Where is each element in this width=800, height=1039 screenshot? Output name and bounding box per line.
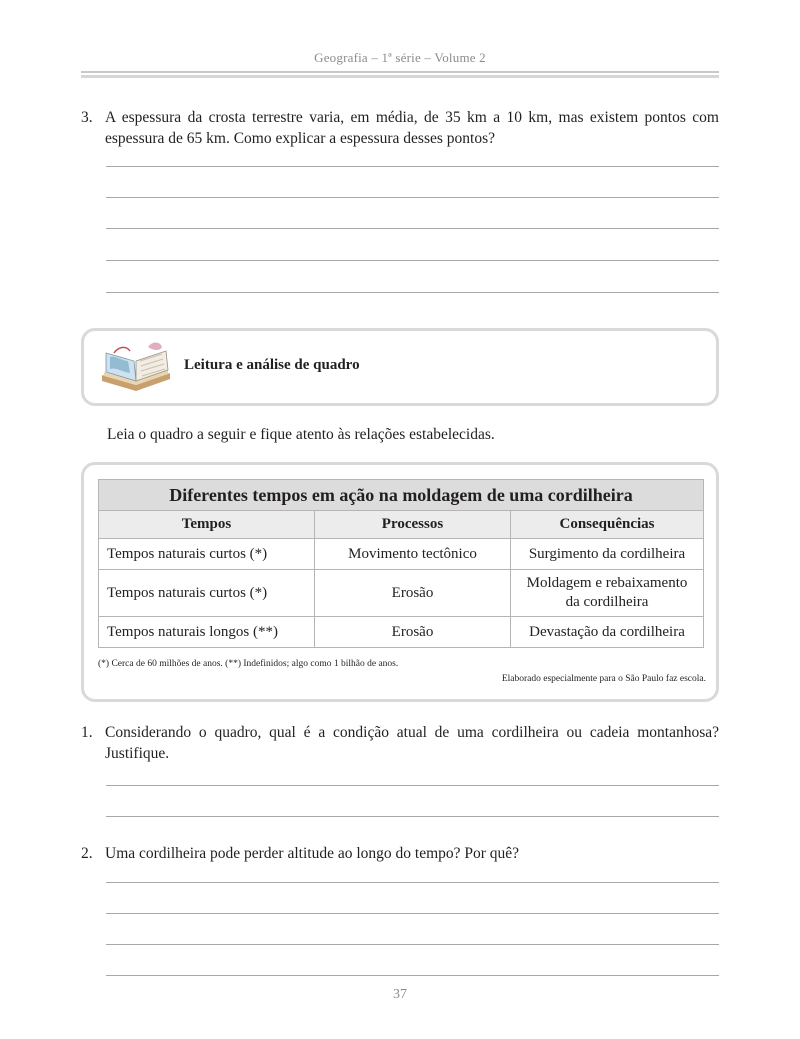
header-divider-thick <box>81 75 719 78</box>
column-header: Consequências <box>511 511 704 539</box>
table-cell: Tempos naturais longos (**) <box>99 617 315 648</box>
table-cell: Surgimento da cordilheira <box>511 539 704 570</box>
page-number: 37 <box>393 987 407 1002</box>
question-text: Considerando o quadro, qual é a condição atual de uma cordilheira ou cadeia montanhosa? Justifique. <box>105 724 719 762</box>
question-number: 2. <box>81 845 93 862</box>
column-header: Tempos <box>99 511 315 539</box>
question-number: 3. <box>81 109 93 126</box>
table-cell: Tempos naturais curtos (*) <box>99 539 315 570</box>
section-banner <box>81 328 719 406</box>
table-footnote: (*) Cerca de 60 milhões de anos. (**) Indefinidos; algo como 1 bilhão de anos. <box>98 659 399 669</box>
question-2 <box>81 843 719 864</box>
answer-line[interactable] <box>106 166 719 167</box>
table-row <box>99 570 704 617</box>
answer-line[interactable] <box>106 816 719 817</box>
answer-line[interactable] <box>106 260 719 261</box>
answer-line[interactable] <box>106 197 719 198</box>
table-frame <box>81 462 719 702</box>
question-number: 1. <box>81 724 93 741</box>
page-header-title: Geografia – 1ª série – Volume 2 <box>314 50 486 65</box>
answer-line[interactable] <box>106 944 719 945</box>
table-row <box>99 539 704 570</box>
answer-line[interactable] <box>106 785 719 786</box>
question-3 <box>81 107 719 149</box>
answer-line[interactable] <box>106 292 719 293</box>
column-header: Processos <box>315 511 511 539</box>
table-source: Elaborado especialmente para o São Paulo faz escola. <box>501 674 706 684</box>
header-divider <box>81 71 719 73</box>
answer-line[interactable] <box>106 913 719 914</box>
table-cell: Devastação da cordilheira <box>511 617 704 648</box>
table-row <box>99 617 704 648</box>
instruction-text: Leia o quadro a seguir e fique atento às relações estabelecidas. <box>107 426 495 443</box>
question-1 <box>81 722 719 764</box>
question-text: A espessura da crosta terrestre varia, em média, de 35 km a 10 km, mas existem pontos com espessura de 65 km. Como explicar a espessura desses pontos? <box>105 109 719 147</box>
question-text: Uma cordilheira pode perder altitude ao longo do tempo? Por quê? <box>105 845 520 862</box>
table-cell: Erosão <box>315 617 511 648</box>
answer-line[interactable] <box>106 882 719 883</box>
data-table <box>98 479 704 648</box>
table-cell: Erosão <box>315 570 511 617</box>
table-title: Diferentes tempos em ação na moldagem de uma cordilheira <box>99 480 704 511</box>
table-cell: Moldagem e rebaixamento da cordilheira <box>511 570 704 617</box>
book-icon <box>96 339 176 394</box>
answer-line[interactable] <box>106 975 719 976</box>
answer-line[interactable] <box>106 228 719 229</box>
section-title: Leitura e análise de quadro <box>184 357 360 373</box>
table-cell: Movimento tectônico <box>315 539 511 570</box>
table-cell: Tempos naturais curtos (*) <box>99 570 315 617</box>
